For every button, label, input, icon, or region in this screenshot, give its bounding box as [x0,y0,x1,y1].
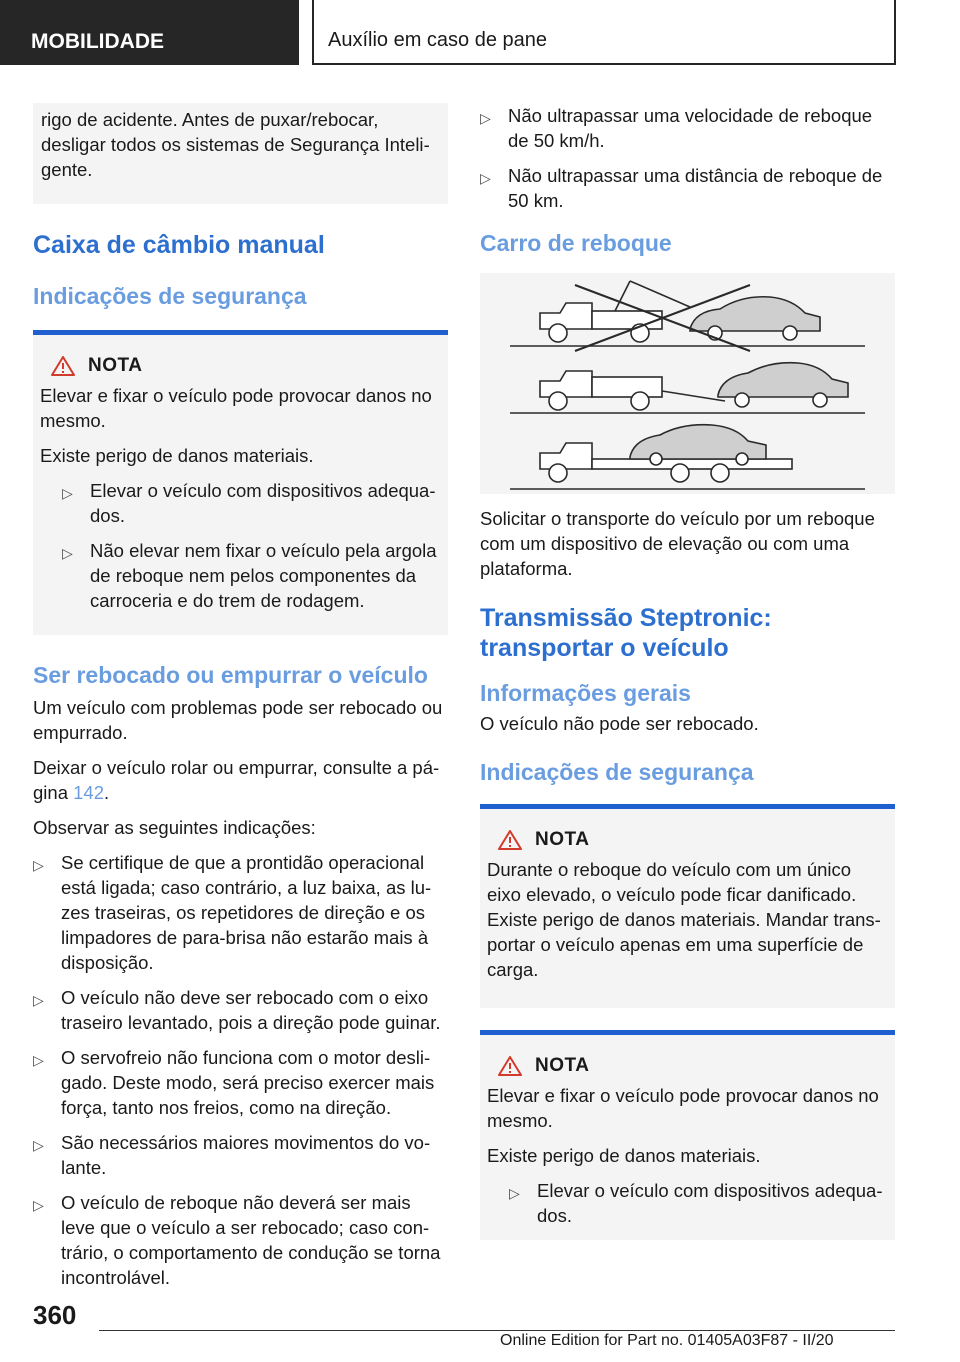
heading-tow-push: Ser rebocado ou empurrar o veículo [33,662,428,688]
warning-icon [48,356,78,376]
note-title [487,829,888,851]
list-item: ▷ O veículo de reboque não deverá ser mais leve que o veículo a ser rebocado; caso contrário, o comportamento de condução se torna incontrolável. [33,1192,441,1288]
note-label: NOTA [88,355,143,376]
note-label: NOTA [535,1055,590,1076]
triangle-bullet-icon: ▷ [33,1137,44,1153]
warning-icon [495,830,525,850]
note-text: Durante o reboque do veículo com um único eixo elevado, o veículo pode ficar danificado. Existe perigo de danos materiais. Mandar transportar o veículo apenas em uma superfície de carga. [487,859,881,980]
note-text-2: Existe perigo de danos materiais. [487,1145,761,1166]
list-item: ▷ Não ultrapassar uma velocidade de reboque de 50 km/h. [480,105,873,151]
note-title [487,1055,888,1077]
list-item: ▷ São necessários maiores movimentos do volante. [33,1132,431,1178]
list-item: ▷ O veículo não deve ser rebocado com o eixo traseiro levantado, pois a direção pode guinar. [33,987,441,1033]
right-column [480,103,895,1240]
note-box-left [33,330,448,635]
note-box-right-2 [480,1030,895,1240]
triangle-bullet-icon: ▷ [62,485,73,501]
heading-steptronic: Transmissão Steptronic: transportar o veículo [480,604,772,662]
note-text-2: Existe perigo de danos materiais. [40,445,314,466]
note-bullet-list [487,1178,888,1228]
left-column [33,103,448,1300]
page-link[interactable]: 142 [73,782,104,803]
heading-general-info: Informações gerais [480,680,691,706]
list-item: ▷ Elevar o veículo com dispositivos adequados. [509,1180,883,1226]
list-item: ▷ Não elevar nem fixar o veículo pela argola de reboque nem pelos componentes da carroceria e do trem de rodagem. [62,540,437,611]
speed-bullet-list [480,103,895,213]
note-label: NOTA [535,829,590,850]
tow-truck-drawing [480,273,895,494]
list-item: ▷ O servofreio não funciona com o motor desligado. Deste modo, será preciso exercer mais força, tanto nos freios, como na direção. [33,1047,435,1118]
intro-text: rigo de acidente. Antes de puxar/rebocar, desligar todos os sistemas de Segurança Inteligente. [41,109,430,180]
triangle-bullet-icon: ▷ [509,1185,520,1201]
header-section: MOBILIDADE [0,0,299,65]
tow-truck-illustration [480,273,895,494]
paragraph-with-link: Deixar o veículo rolar ou empurrar, consulte a página 142. [33,757,440,803]
note-bullet-list [40,478,441,613]
triangle-bullet-icon: ▷ [480,170,491,186]
triangle-bullet-icon: ▷ [33,1197,44,1213]
triangle-bullet-icon: ▷ [33,992,44,1008]
list-item: ▷ Não ultrapassar uma distância de reboque de 50 km. [480,165,883,211]
tow-truck-text: Solicitar o transporte do veículo por um reboque com um dispositivo de elevação ou com uma plataforma. [480,508,875,579]
heading-manual-gearbox: Caixa de câmbio manual [33,231,325,259]
heading-safety-left: Indicações de segurança [33,283,307,309]
note-title [40,355,441,377]
note-box-right-1 [480,804,895,1008]
header-chapter: Auxílio em caso de pane [312,0,896,65]
footer-edition: Online Edition for Part no. 01405A03F87 - II/20 [500,1332,834,1349]
heading-tow-truck: Carro de reboque [480,230,672,256]
paragraph: Observar as seguintes indicações: [33,817,316,838]
heading-safety-right: Indicações de segurança [480,759,754,785]
triangle-bullet-icon: ▷ [33,1052,44,1068]
paragraph: Um veículo com problemas pode ser rebocado ou empurrado. [33,697,443,743]
warning-icon [495,1056,525,1076]
footer-divider [99,1330,895,1331]
page-number: 360 [33,1300,77,1330]
towing-bullet-list [33,850,448,1290]
note-text-1: Elevar e fixar o veículo pode provocar danos no mesmo. [487,1085,879,1131]
list-item: ▷ Elevar o veículo com dispositivos adequados. [62,480,436,526]
note-text-1: Elevar e fixar o veículo pode provocar danos no mesmo. [40,385,432,431]
triangle-bullet-icon: ▷ [33,857,44,873]
triangle-bullet-icon: ▷ [480,110,491,126]
triangle-bullet-icon: ▷ [62,545,73,561]
general-info-text: O veículo não pode ser rebocado. [480,713,759,734]
list-item: ▷ Se certifique de que a prontidão operacional está ligada; caso contrário, a luz baixa, as luzes traseiras, os repetidores de direção e os limpadores de para-brisa não estarão mais à disposição. [33,852,432,973]
intro-box [33,103,448,204]
